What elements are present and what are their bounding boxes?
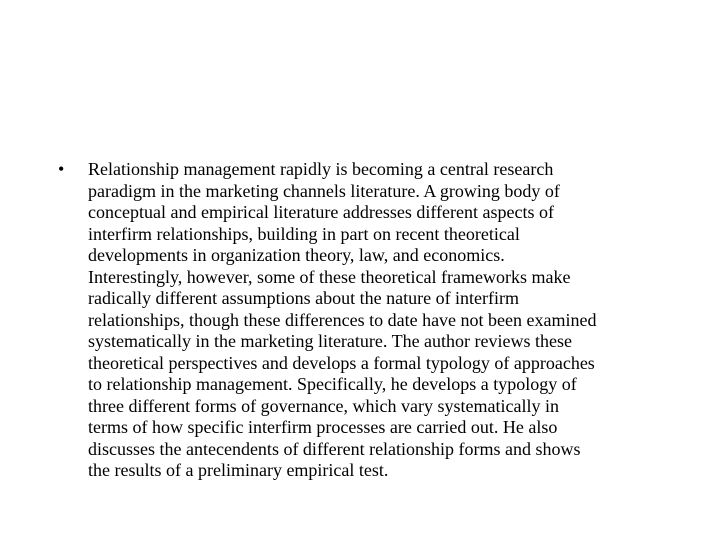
paragraph-line: three different forms of governance, which vary systematically in <box>88 395 559 416</box>
paragraph-line: paradigm in the marketing channels literature. A growing body of <box>88 180 560 201</box>
paragraph-line: the results of a preliminary empirical test. <box>88 460 389 480</box>
paragraph-line: interfirm relationships, building in part on recent theoretical <box>88 223 520 244</box>
paragraph-line: discusses the antecendents of different relationship forms and shows <box>88 438 581 459</box>
paragraph-line: systematically in the marketing literature. The author reviews these <box>88 331 573 351</box>
bullet-item <box>58 159 668 482</box>
paragraph-line: Relationship management rapidly is becoming a central research <box>88 159 554 179</box>
paragraph-line: developments in organization theory, law, and economics. <box>88 245 505 265</box>
paragraph-line: theoretical perspectives and develops a formal typology of approaches <box>88 352 595 373</box>
bullet-marker: • <box>58 159 65 179</box>
paragraph-line: terms of how specific interfirm processes are carried out. He also <box>88 417 558 437</box>
paragraph-line: radically different assumptions about the nature of interfirm <box>88 288 520 308</box>
paragraph-line: relationships, though these differences to date have not been examined <box>88 309 597 330</box>
paragraph-line: Interestingly, however, some of these theoretical frameworks make <box>88 266 571 287</box>
bullet-list <box>58 159 668 482</box>
abstract-paragraph <box>88 159 668 482</box>
paragraph-line: conceptual and empirical literature addresses different aspects of <box>88 202 554 222</box>
paragraph-line: to relationship management. Specifically, he develops a typology of <box>88 374 577 394</box>
